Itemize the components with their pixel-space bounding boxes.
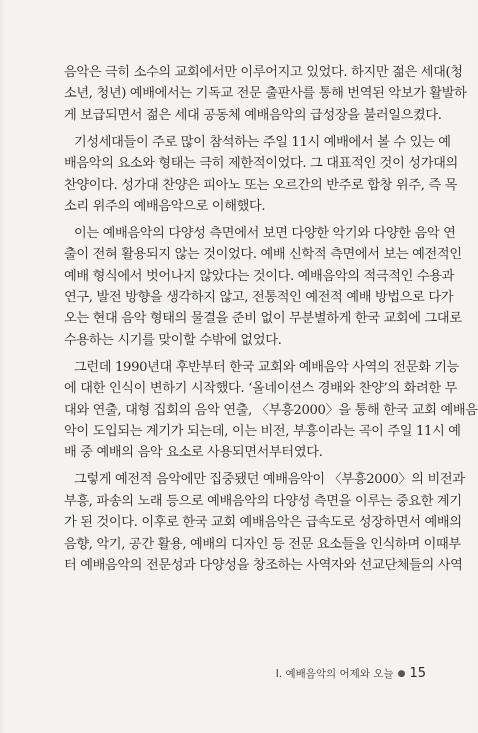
text-line: 음향, 악기, 공간 활용, 예배의 디자인 등 전문 요소들을 인식하며 이때부	[64, 536, 461, 552]
text-line: 게 보급되면서 젊은 세대 공동체 예배음악의 급성장을 불러일으켰다.	[64, 107, 442, 123]
text-line: 기성세대들이 주로 많이 참석하는 주일 11시 예배에서 볼 수 있는 예	[74, 134, 451, 150]
text-line: 그렇게 예전적 음악에만 집중됐던 예배음악이 〈부흥2000〉의 비전과	[74, 472, 465, 488]
text-line: 가 된 것이다. 이후로 한국 교회 예배음악은 급속도로 성장하면서 예배의	[64, 515, 462, 531]
text-line: 소년, 청년) 예배에서는 기독교 전문 출판사를 통해 번역된 악보가 활발하	[64, 86, 467, 102]
paragraph-1	[64, 62, 467, 126]
text-line: 출이 전혀 활용되지 않는 것이었다. 예배 신학적 측면에서 보는 예전적인	[64, 247, 462, 263]
paragraph-3	[64, 223, 462, 351]
running-footer	[276, 666, 426, 681]
text-line: 수용하는 시기를 맞이할 수밖에 없었다.	[64, 332, 282, 348]
body-text	[64, 62, 478, 576]
text-line: 터 예배음악의 전문성과 다양성을 창조하는 사역자와 선교단체들의 사역	[64, 557, 463, 573]
text-line: 그런데 1990년대 후반부터 한국 교회와 예배음악 사역의 전문화 기능	[74, 359, 460, 375]
text-line: 에 대한 인식이 변하기 시작했다. ‘올네이션스 경배와 찬양’의 화려한 무	[64, 381, 457, 397]
text-line: 악이 도입되는 계기가 되는데, 이는 비전, 부흥이라는 곡이 주일 11시 예	[64, 424, 461, 439]
text-line: 이는 예배음악의 다양성 측면에서 보면 다양한 악기와 다양한 음악 연	[74, 225, 456, 241]
text-line: 음악은 극히 소수의 교회에서만 이루어지고 있었다. 하지만 젊은 세대(청	[64, 65, 463, 80]
bullet-icon: ●	[397, 668, 406, 679]
text-line: 찬양이다. 성가대 찬양은 피아노 또는 오르간의 반주로 합창 위주, 즉 목	[64, 177, 457, 193]
chapter-title: I. 예배음악의 어제와 오늘	[275, 668, 394, 680]
paragraph-2	[64, 132, 458, 218]
text-line: 소리 위주의 예배음악으로 이해했다.	[64, 198, 266, 214]
text-line: 부흥, 파송의 노래 등으로 예배음악의 다양성 측면을 이루는 중요한 계기	[64, 493, 462, 509]
text-line: 예배 형식에서 벗어나지 않았다는 것이다. 예배음악의 적극적인 수용과	[64, 268, 455, 284]
text-line: 연구, 발전 방향을 생각하지 않고, 전통적인 예전적 예배 방법으로 다가	[64, 290, 454, 306]
text-line: 배 중 예배의 음악 요소로 사용되면서부터였다.	[64, 445, 323, 461]
text-line: 대와 연출, 대형 집회의 음악 연출, 〈부흥2000〉을 통해 한국 교회 예배음	[64, 402, 478, 418]
page-number: 15	[409, 666, 426, 681]
paragraph-4	[64, 357, 478, 464]
text-line: 배음악의 요소와 형태는 극히 제한적이었다. 그 대표적인 것이 성가대의	[64, 156, 458, 172]
paragraph-5	[64, 469, 465, 576]
text-line: 오는 현대 음악 형태의 물결을 준비 없이 무분별하게 한국 교회에 그대로	[64, 311, 462, 327]
